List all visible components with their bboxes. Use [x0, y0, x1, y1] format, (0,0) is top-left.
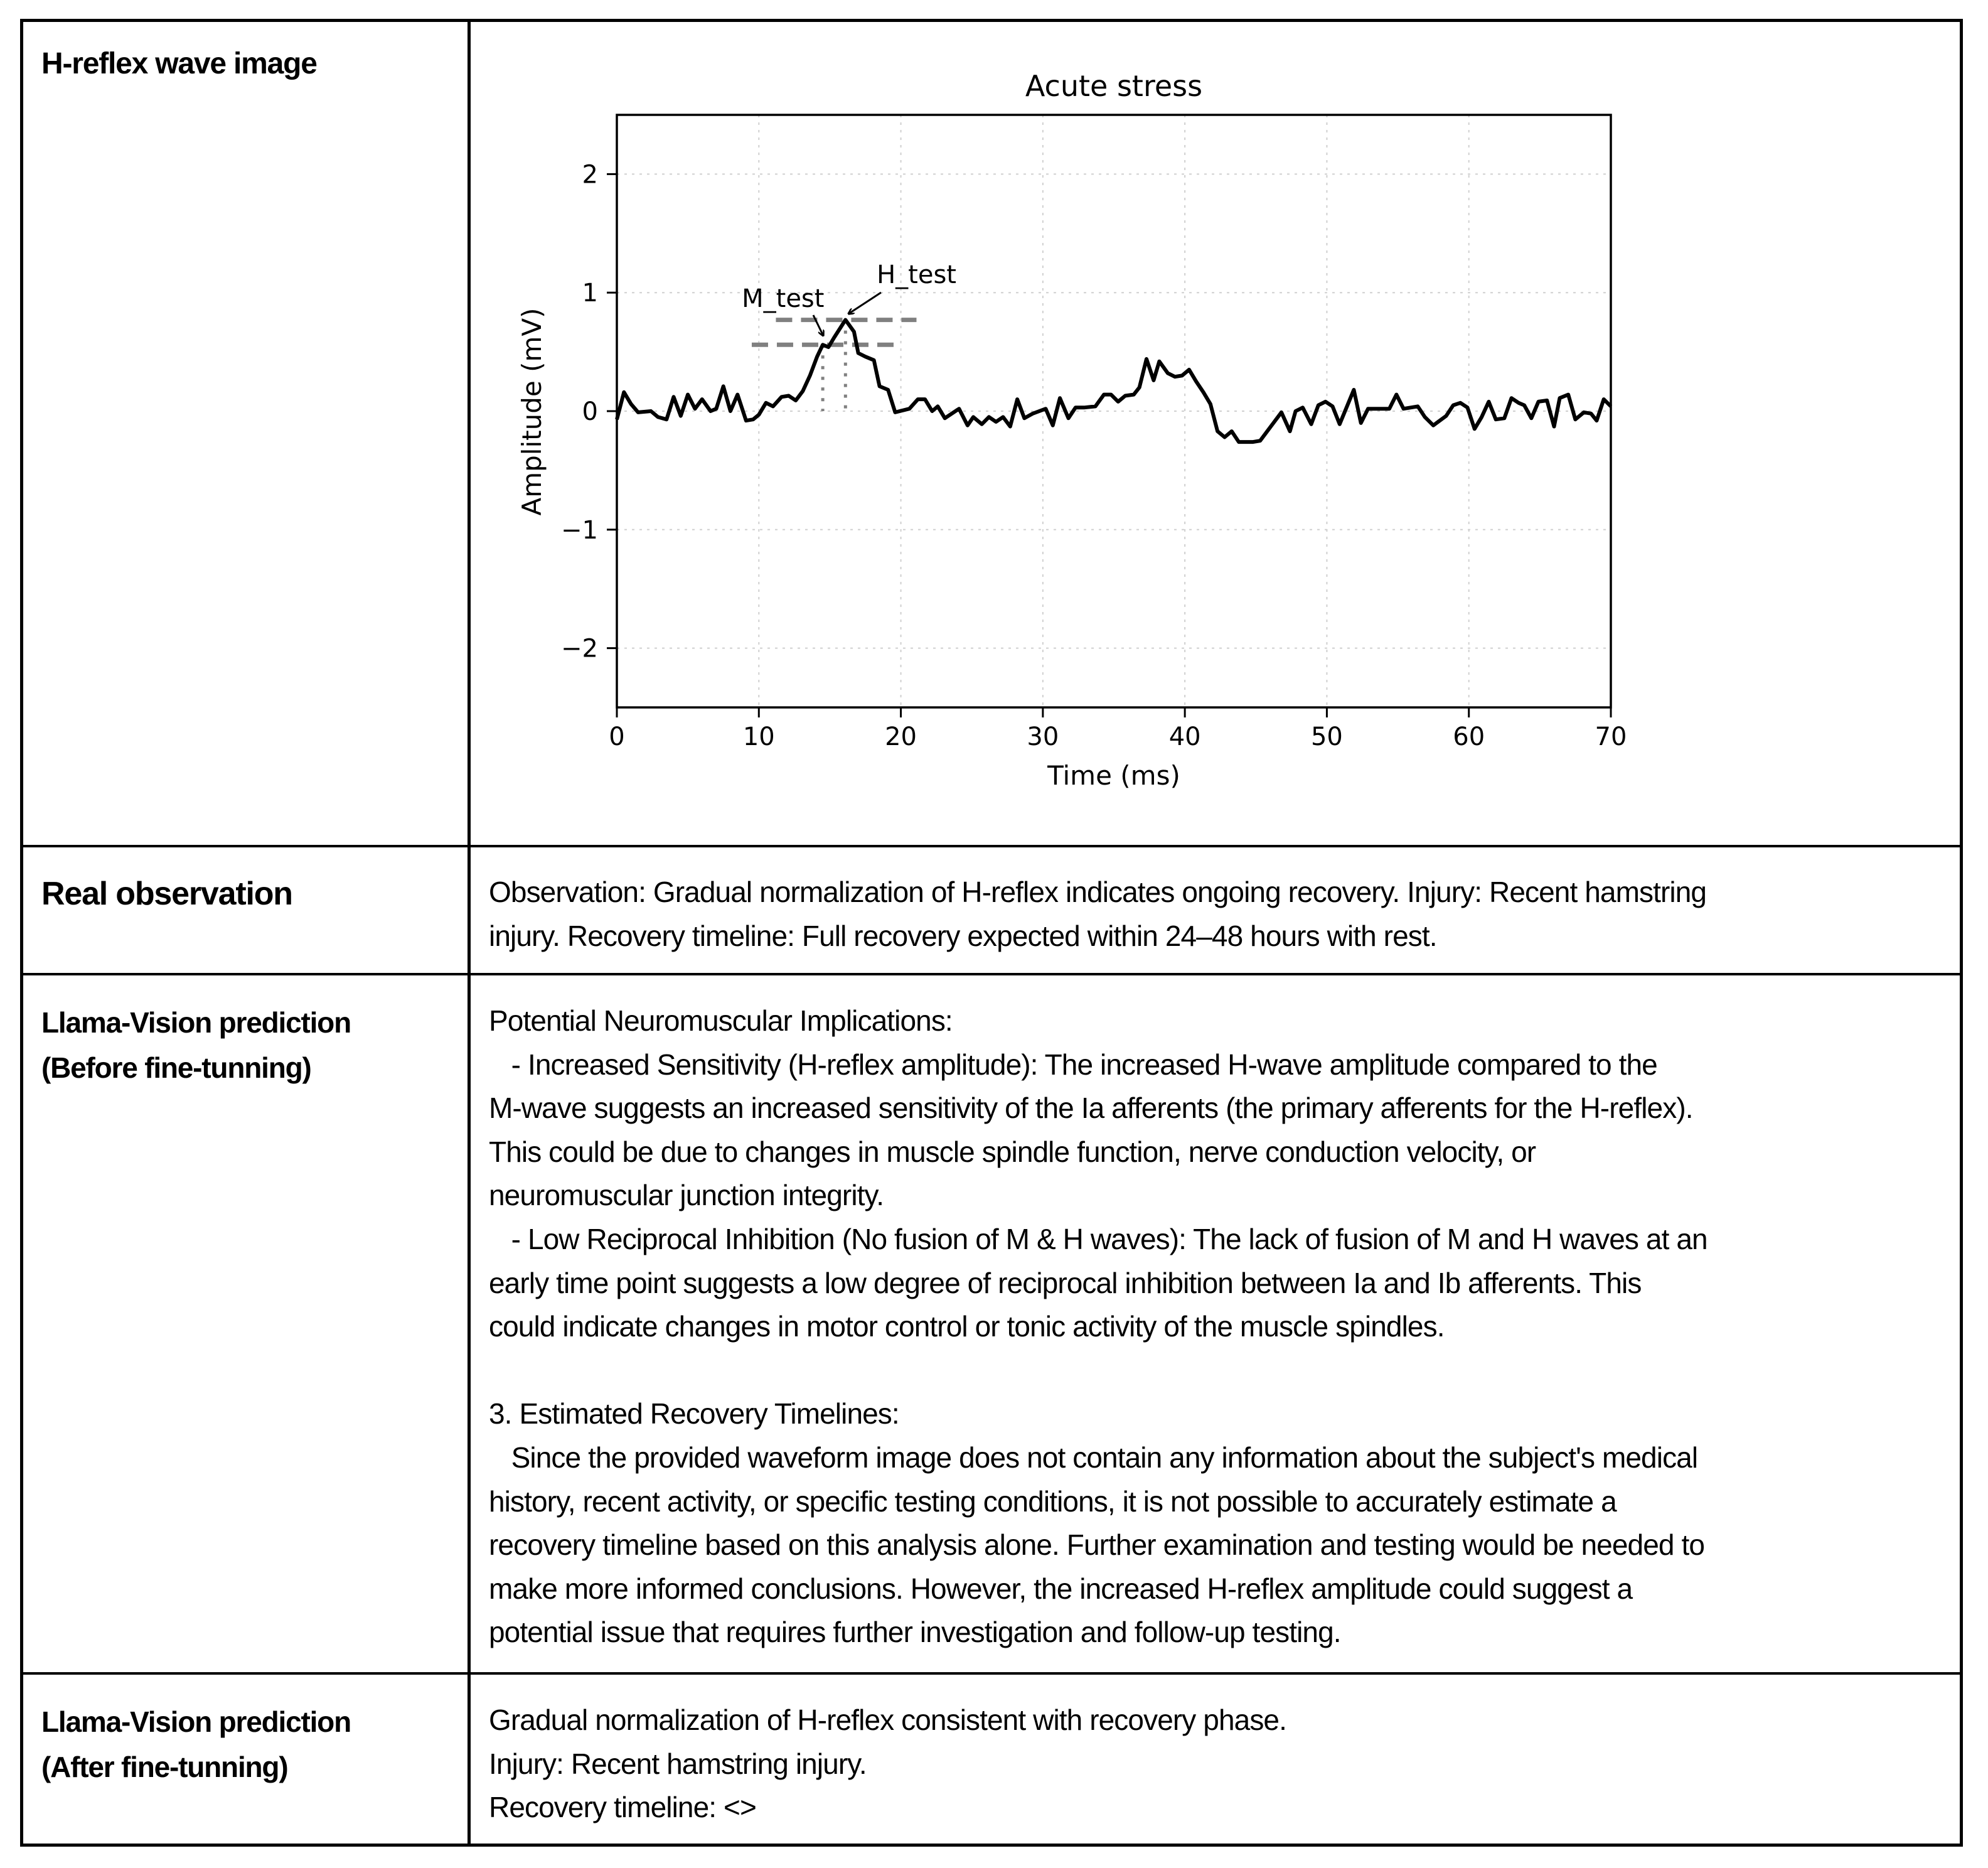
chart-axes — [561, 160, 1627, 751]
row-divider — [20, 845, 1963, 847]
label-line: Llama-Vision prediction — [41, 1705, 351, 1738]
text-line: 3. Estimated Recovery Timelines: — [489, 1397, 899, 1431]
y-tick-label: −1 — [561, 515, 598, 545]
x-tick-label: 30 — [1027, 722, 1059, 751]
m-test-arrow — [813, 315, 823, 336]
text-line: This could be due to changes in muscle spindle function, nerve conduction velocity, or — [489, 1135, 1536, 1168]
y-tick-label: 2 — [582, 160, 598, 190]
x-tick-label: 60 — [1453, 722, 1485, 751]
text-line: history, recent activity, or specific testing conditions, it is not possible to accurately estimate a — [489, 1484, 1617, 1518]
text-line: Potential Neuromuscular Implications: — [489, 1004, 953, 1037]
row-label-after-finetuning — [41, 1699, 351, 1790]
y-tick-label: −2 — [561, 634, 598, 663]
label-line: Llama-Vision prediction — [41, 1006, 351, 1039]
row-divider — [20, 1672, 1963, 1675]
x-axis-label: Time (ms) — [1047, 760, 1180, 791]
row-label-real-observation: Real observation — [41, 876, 292, 912]
real-observation-text — [489, 871, 1957, 958]
text-line: Observation: Gradual normalization of H-reflex indicates ongoing recovery. Injury: Recent hamstring — [489, 876, 1707, 908]
row-label-hreflex-image: H-reflex wave image — [41, 47, 317, 80]
text-line: early time point suggests a low degree of reciprocal inhibition between Ia and Ib afferents. This — [489, 1266, 1642, 1299]
x-tick-label: 20 — [885, 722, 917, 751]
text-line: potential issue that requires further investigation and follow-up testing. — [489, 1616, 1341, 1649]
text-line: neuromuscular junction integrity. — [489, 1179, 884, 1212]
text-line: Since the provided waveform image does not contain any information about the subject's medical — [489, 1441, 1698, 1474]
chart-title: Acute stress — [1025, 69, 1203, 103]
x-tick-label: 70 — [1595, 722, 1627, 751]
y-tick-label: 0 — [582, 397, 598, 426]
y-tick-label: 1 — [582, 279, 598, 308]
label-line: (After fine-tunning) — [41, 1751, 288, 1783]
h-test-arrow — [848, 293, 881, 314]
waveform-line — [617, 320, 1611, 442]
text-line: - Low Reciprocal Inhibition (No fusion of M & H waves): The lack of fusion of M and H waves at an — [489, 1222, 1707, 1255]
text-line: Recovery timeline: <> — [489, 1791, 756, 1824]
row-label-before-finetuning — [41, 1000, 351, 1090]
text-line: injury. Recovery timeline: Full recovery expected within 24–48 hours with rest. — [489, 919, 1437, 952]
x-tick-label: 0 — [609, 722, 625, 751]
annotation-label: H_test — [877, 260, 957, 290]
x-tick-label: 40 — [1168, 722, 1201, 751]
y-axis-label: Amplitude (mV) — [516, 308, 547, 516]
text-line: - Increased Sensitivity (H-reflex amplitude): The increased H-wave amplitude compared to the — [489, 1048, 1657, 1081]
label-line: (Before fine-tunning) — [41, 1051, 311, 1084]
text-line: M-wave suggests an increased sensitivity of the Ia afferents (the primary afferents for the H-reflex). — [489, 1092, 1693, 1125]
row-divider — [20, 973, 1963, 975]
text-line: recovery timeline based on this analysis alone. Further examination and testing would be needed to — [489, 1528, 1705, 1562]
annotation-label: M_test — [742, 284, 825, 313]
chart-annotations — [742, 260, 956, 411]
chart-grid — [617, 115, 1611, 707]
text-line: Gradual normalization of H-reflex consistent with recovery phase. — [489, 1704, 1286, 1736]
text-line: Injury: Recent hamstring injury. — [489, 1747, 867, 1780]
text-line: make more informed conclusions. However, the increased H-reflex amplitude could suggest a — [489, 1572, 1633, 1605]
after-finetuning-prediction-text — [489, 1699, 1957, 1830]
text-line: could indicate changes in motor control or tonic activity of the muscle spindles. — [489, 1310, 1445, 1343]
text-line — [489, 1349, 1957, 1393]
before-finetuning-prediction-text — [489, 999, 1957, 1655]
x-tick-label: 50 — [1310, 722, 1343, 751]
x-tick-label: 10 — [742, 722, 775, 751]
hreflex-chart — [0, 0, 1988, 841]
